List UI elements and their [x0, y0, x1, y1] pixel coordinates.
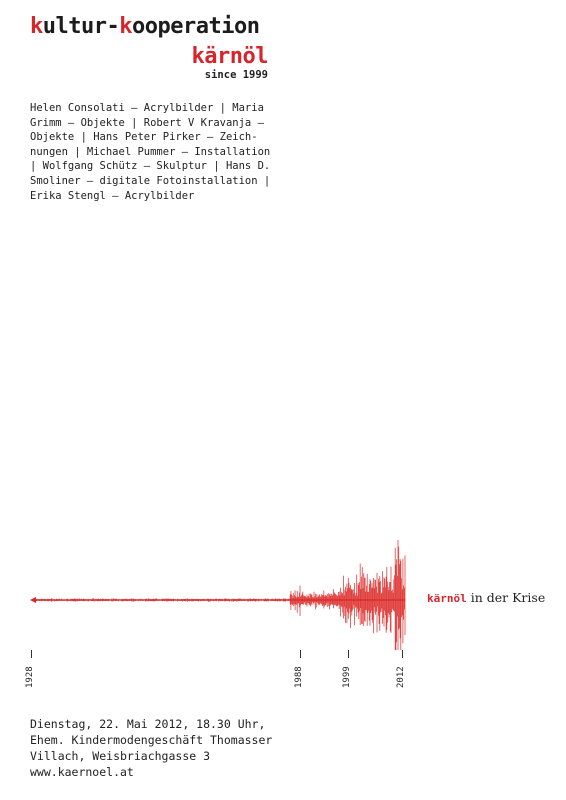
year-marker-2012	[396, 650, 410, 690]
crisis-brand: kärnöl	[427, 592, 467, 605]
year-marker-1988	[294, 650, 308, 690]
artists-line: Grimm – Objekte | Robert V Kravanja –	[30, 116, 264, 129]
artists-line: nungen | Michael Pummer – Installation	[30, 145, 271, 158]
event-venue: Ehem. Kindermodengeschäft Thomasser	[30, 733, 273, 747]
crisis-caption	[427, 590, 545, 605]
year-label: 1988	[294, 666, 304, 688]
kaernoel-brand	[192, 46, 268, 81]
artists-line: Objekte | Hans Peter Pirker – Zeich-	[30, 131, 258, 144]
waveform-strokes	[34, 540, 405, 650]
timeline-years	[0, 650, 566, 690]
year-tick	[300, 650, 301, 658]
logo-text-ultur: ultur-	[42, 14, 120, 39]
crisis-text: in der Krise	[466, 590, 546, 605]
year-tick	[348, 650, 349, 658]
brand-name: kärnöl	[191, 44, 268, 69]
year-tick	[402, 650, 403, 658]
year-label: 1999	[342, 666, 352, 688]
event-info	[30, 716, 272, 780]
logo-letter-k1: k	[30, 14, 43, 39]
year-marker-1928	[25, 650, 39, 690]
year-marker-1999	[342, 650, 356, 690]
event-date: Dienstag, 22. Mai 2012, 18.30 Uhr,	[30, 717, 266, 731]
artists-line: | Wolfgang Schütz – Skulptur | Hans D.	[30, 160, 271, 173]
artists-line: Smoliner – digitale Fotoinstallation |	[30, 174, 271, 187]
year-tick	[31, 650, 32, 658]
year-label: 2012	[396, 666, 406, 688]
logo-letter-k2: k	[119, 14, 132, 39]
event-address: Villach, Weisbriachgasse 3	[30, 749, 211, 763]
waveform-arrowhead	[30, 597, 36, 603]
logo-text-ooperation: ooperation	[131, 14, 260, 39]
artists-line: Erika Stengl – Acrylbilder	[30, 189, 195, 202]
brand-since: since 1999	[204, 69, 268, 81]
artists-list	[30, 101, 270, 203]
year-label: 1928	[25, 666, 35, 688]
artists-line: Helen Consolati – Acrylbilder | Maria	[30, 102, 264, 114]
kultur-kooperation-logo	[30, 14, 259, 39]
event-website[interactable]: www.kaernoel.at	[30, 765, 134, 779]
